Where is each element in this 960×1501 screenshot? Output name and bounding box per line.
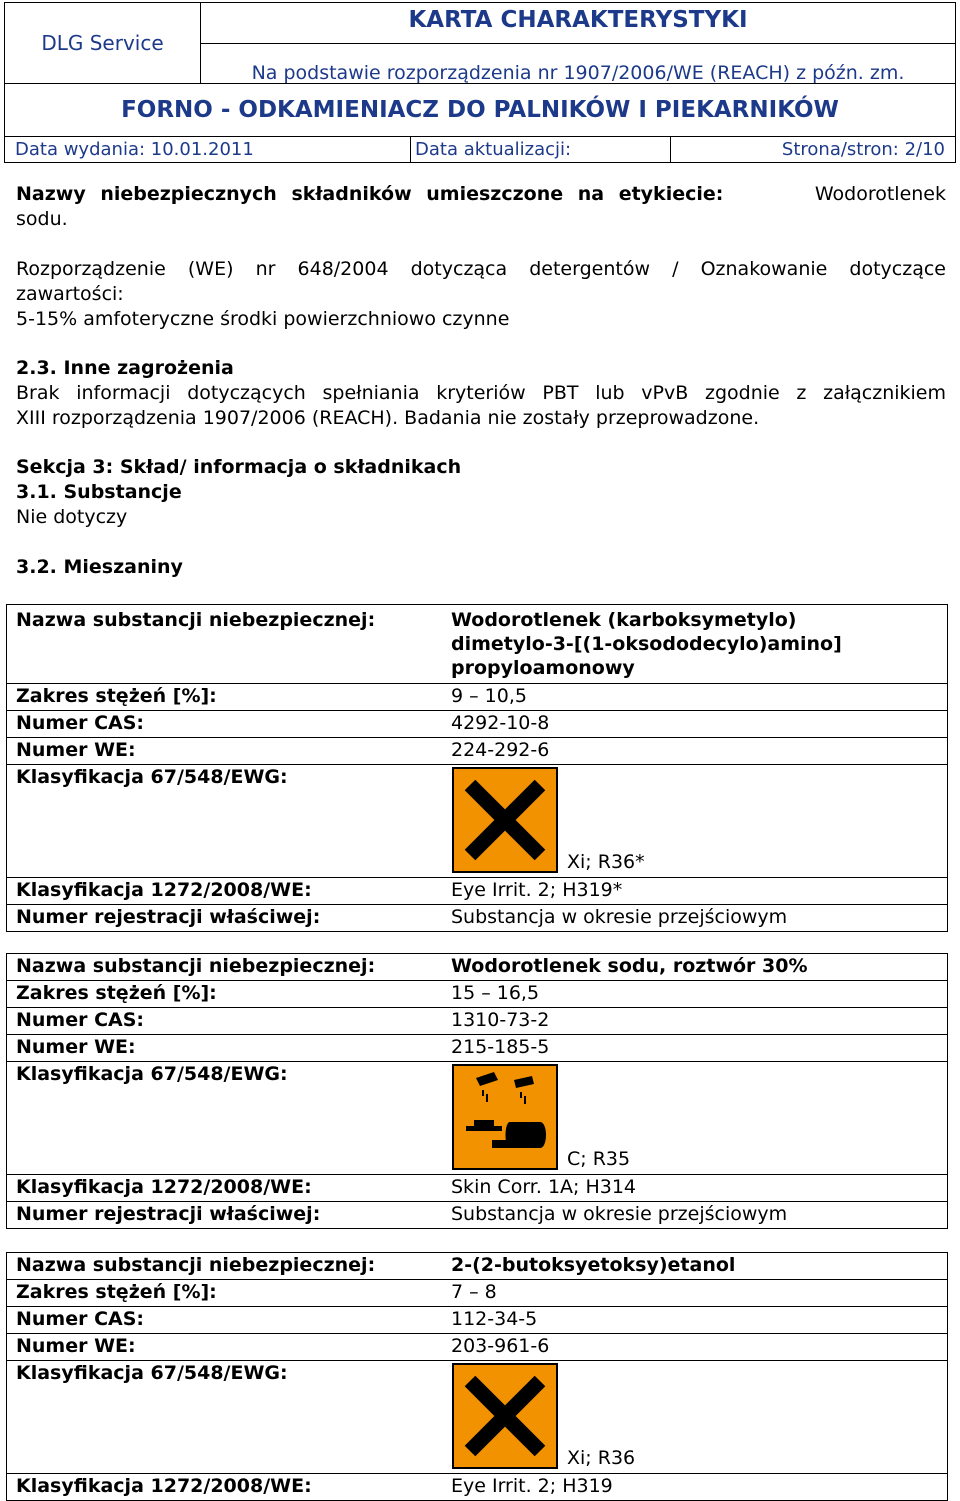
section-3-1-value: Nie dotyczy (16, 506, 128, 528)
we-number: 215-185-5 (451, 1036, 550, 1058)
label-names-paragraph: Nazwy niebezpiecznych składników umieszczone na etykiecie: Wodorotlenek sodu. (16, 183, 946, 230)
substance-name: 2-(2-butoksyetoksy)etanol (451, 1254, 736, 1276)
regulation-paragraph: Rozporządzenie (WE) nr 648/2004 dotycząca detergentów / Oznakowanie dotyczące zawartości: 5-15% amfoteryczne środki powierzchniowo czynne (16, 258, 946, 330)
page-number: Strona/stron: 2/10 (781, 139, 945, 160)
issue-date: Data wydania: 10.01.2011 (15, 139, 254, 160)
substance-name: Wodorotlenek sodu, roztwór 30% (451, 955, 808, 977)
section-3-2-heading: 3.2. Mieszaniny (16, 556, 183, 578)
cas-number: 112-34-5 (451, 1308, 538, 1330)
class-67-code: Xi; R36* (567, 851, 645, 873)
concentration: 9 – 10,5 (451, 685, 527, 707)
class-1272-code: Skin Corr. 1A; H314 (451, 1176, 637, 1198)
cas-number: 1310-73-2 (451, 1009, 550, 1031)
substance-table-3: Nazwa substancji niebezpiecznej: 2-(2-butoksyetoksy)etanol Zakres stężeń [%]: 7 – 8 Numer CAS: 112-34-5 Numer WE: 203-961-6 Klasyfikacja 67/548/EWG: Xi; R36 Klasyfikacja 1272/2008/WE: Eye Irrit. 2; H319 (6, 1252, 948, 1501)
document-subtitle: Na podstawie rozporządzenia nr 1907/2006/WE (REACH) z późn. zm. (251, 62, 905, 84)
section-3-1-heading: 3.1. Substancje (16, 481, 182, 503)
concentration: 15 – 16,5 (451, 982, 540, 1004)
document-title: KARTA CHARAKTERYSTYKI (201, 3, 955, 44)
class-1272-code: Eye Irrit. 2; H319 (451, 1475, 613, 1497)
registration: Substancja w okresie przejściowym (451, 1203, 788, 1225)
section-2-3: 2.3. Inne zagrożenia Brak informacji dotyczących spełniania kryteriów PBT lub vPvB zgodnie z załącznikiem XIII rozporządzenia 1907/2006 (REACH). Badania nie zostały przeprowadzone. (16, 357, 946, 429)
we-number: 203-961-6 (451, 1335, 550, 1357)
cas-number: 4292-10-8 (451, 712, 550, 734)
product-name: FORNO - ODKAMIENIACZ DO PALNIKÓW I PIEKARNIKÓW (4, 83, 956, 137)
section-3-heading: Sekcja 3: Skład/ informacja o składnikach (16, 456, 462, 478)
substance-name: Wodorotlenek (karboksymetylo) dimetylo-3-[(1-oksododecylo)amino] propyloamonowy (451, 609, 842, 679)
substance-table-1: Nazwa substancji niebezpiecznej: Wodorotlenek (karboksymetylo) dimetylo-3-[(1-oksododecylo)amino] propyloamonowy Zakres stężeń [%]: 9 – 10,5 Numer CAS: 4292-10-8 Numer WE: 224-292-6 Klasyfikacja 67/548/EWG: Xi; R36* Klasyfikacja 1272/2008/WE: Eye Irrit. 2; H319* Numer rejestracji właściwej: Substancja w okresie przejściowym (6, 604, 948, 932)
section-2-3-heading: 2.3. Inne zagrożenia (16, 357, 234, 379)
update-date: Data aktualizacji: (415, 139, 572, 160)
we-number: 224-292-6 (451, 739, 550, 761)
section-3 (16, 455, 946, 580)
substance-table-2: Nazwa substancji niebezpiecznej: Wodorotlenek sodu, roztwór 30% Zakres stężeń [%]: 15 – 16,5 Numer CAS: 1310-73-2 Numer WE: 215-185-5 Klasyfikacja 67/548/EWG: C; R35 Klasyfikacja 1272/2008/WE: Skin Corr. 1A; H314 Numer rejestracji właściwej: Substancja w okresie przejściowym (6, 953, 948, 1229)
harmful-x-icon (452, 767, 558, 873)
class-67-code: C; R35 (567, 1148, 631, 1170)
company-logo (5, 3, 201, 84)
corrosive-icon (452, 1064, 558, 1170)
class-67-code: Xi; R36 (567, 1447, 636, 1469)
dates-bar (4, 137, 956, 163)
logo-text: DLG Service (41, 31, 164, 55)
harmful-x-icon (452, 1363, 558, 1469)
registration: Substancja w okresie przejściowym (451, 906, 788, 928)
class-1272-code: Eye Irrit. 2; H319* (451, 879, 623, 901)
concentration: 7 – 8 (451, 1281, 497, 1303)
document-header (4, 2, 956, 84)
